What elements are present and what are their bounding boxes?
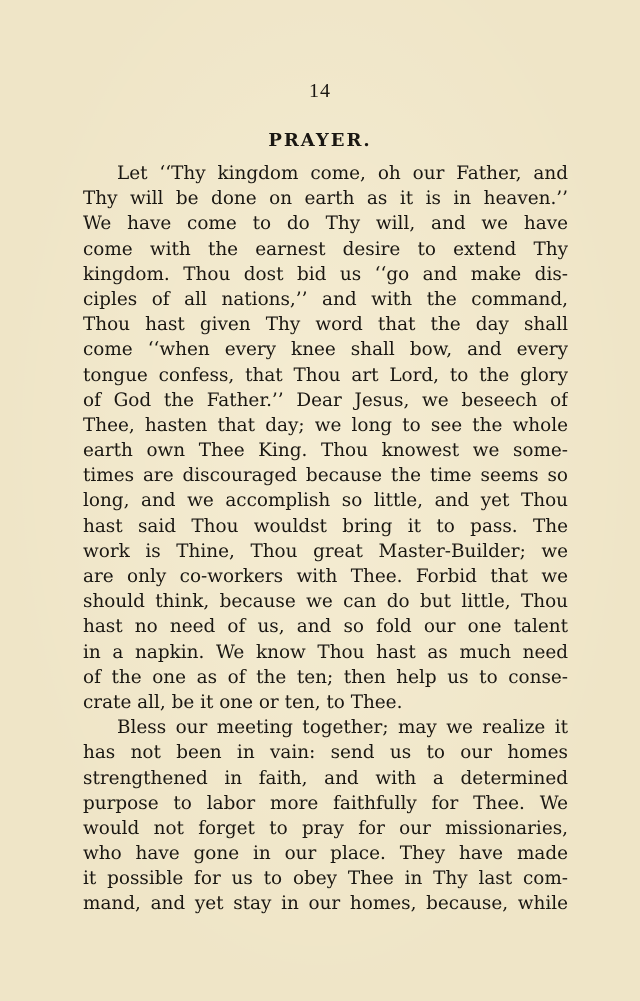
text-line: Let ‘‘Thy kingdom come, oh our Father, and: [117, 163, 568, 184]
text-line: who have gone in our place. They have made: [83, 843, 568, 865]
text-line: would not forget to pray for our missionaries,: [83, 817, 568, 839]
text-line: tongue confess, that Thou art Lord, to the glory: [83, 364, 568, 386]
text-line: come ‘‘when every knee shall bow, and every: [83, 339, 568, 361]
text-line: it possible for us to obey Thee in Thy last com-: [83, 868, 568, 890]
text-line: of the one as of the ten; then help us to conse-: [83, 666, 568, 688]
text-line: strengthened in faith, and with a determined: [83, 767, 568, 789]
text-line: are only co-workers with Thee. Forbid that we: [83, 566, 568, 587]
text-line: should think, because we can do but little, Thou: [83, 591, 568, 613]
text-line: purpose to labor more faithfully for Thee. We: [83, 792, 568, 814]
text-line: ciples of all nations,’’ and with the command,: [83, 288, 568, 310]
text-line: in a napkin. We know Thou hast as much need: [83, 641, 568, 663]
body-text: [83, 161, 568, 917]
text-line: Thy will be done on earth as it is in heaven.’’: [83, 188, 568, 210]
text-line: Thou hast given Thy word that the day shall: [83, 314, 568, 336]
text-line: has not been in vain: send us to our homes: [83, 742, 568, 764]
text-line: work is Thine, Thou great Master-Builder; we: [83, 540, 568, 562]
text-line: long, and we accomplish so little, and yet Thou: [83, 490, 568, 512]
text-line: crate all, be it one or ten, to Thee.: [83, 691, 403, 713]
text-line: kingdom. Thou dost bid us ‘‘go and make dis-: [83, 263, 568, 285]
page-number: 14: [309, 80, 331, 102]
text-line: of God the Father.’’ Dear Jesus, we beseech of: [83, 389, 568, 411]
page-title: PRAYER.: [268, 130, 372, 151]
text-line: come with the earnest desire to extend Thy: [83, 238, 568, 260]
text-line: times are discouraged because the time seems so: [83, 465, 568, 487]
text-line: hast said Thou wouldst bring it to pass. The: [83, 515, 568, 537]
text-line: We have come to do Thy will, and we have: [83, 213, 568, 235]
text-line: Bless our meeting together; may we realize it: [117, 717, 568, 739]
text-line: earth own Thee King. Thou knowest we some-: [83, 440, 568, 462]
text-line: Thee, hasten that day; we long to see the whole: [83, 414, 568, 436]
text-line: hast no need of us, and so fold our one talent: [83, 616, 568, 638]
text-line: mand, and yet stay in our homes, because, while: [83, 893, 568, 915]
